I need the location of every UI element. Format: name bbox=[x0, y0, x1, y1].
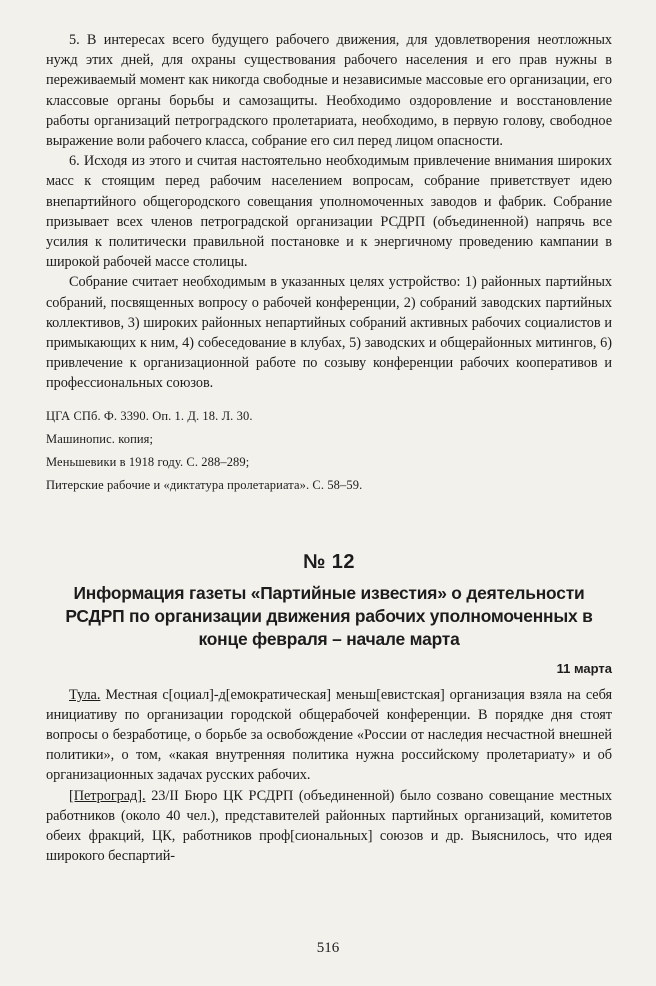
page-content bbox=[46, 30, 612, 866]
entry-petrograd-text: 23/II Бюро ЦК РСДРП (объединенной) было созвано совещание местных работников (около 40 чел.), представителей районных партийных организаций, комитетов обеих фракций, ЦК, работников проф[сиональных] союзов и др. Выяснилось, что идея широкого беспартий- bbox=[46, 787, 612, 865]
document-number: № 12 bbox=[302, 550, 356, 573]
entry-tula bbox=[46, 685, 612, 786]
paragraph-assembly-measures: Собрание считает необходимым в указанных целях устройство: 1) районных партийных собраний, посвященных вопросу о рабочей конференции, 2) собраний заводских партийных коллективов, 3) широких районных непартийных собраний активных рабочих социалистов и примыкающих к ним, 4) собеседование в клубах, 5) заводских и общерайонных митингов, 6) привлечение к организационной работе по созыву конференции рабочих кооперативов и профессиональных союзов. bbox=[46, 274, 612, 392]
place-label-petrograd: [Петроград]. bbox=[69, 787, 146, 804]
document-date: 11 марта bbox=[556, 660, 612, 676]
publication-reference: Меньшевики в 1918 году. С. 288–289; bbox=[46, 454, 250, 469]
copy-type: Машинопис. копия; bbox=[46, 431, 154, 446]
paragraph-5: 5. В интересах всего будущего рабочего движения, для удовлетворения неотложных нужд этих дней, для охраны существования рабочего населения и его прав нужны в переживаемый момент как никогда свободные и независимые массовые его организации, его классовые органы борьбы и самозащиты. Необходимо оздоровление и восстановление работы организаций петроградского пролетариата, необходимо, в первую голову, свободное выражение воли рабочего класса, собрание его сил перед лицом опасности. bbox=[46, 32, 612, 150]
entry-petrograd bbox=[46, 786, 612, 867]
publication-reference: Питерские рабочие и «диктатура пролетариата». С. 58–59. bbox=[46, 477, 363, 492]
paragraph-6: 6. Исходя из этого и считая настоятельно необходимым привлечение внимания широких масс к стоящим перед рабочим населением вопросам, собрание приветствует идею внепартийного общегородского совещания уполномоченных заводов и фабрик. Собрание призывает всех членов петроградской организации РСДРП (объединенной) напрячь все усилия к политически правильной постановке и к энергичному проведению кампании в широкой рабочей массе столицы. bbox=[46, 153, 612, 271]
page-number: 516 bbox=[316, 940, 340, 956]
entry-tula-text: Местная с[оциал]-д[емократическая] меньш[евистская] организация взяла на себя инициативу по организации городской общерабочей конференции. В порядке дня стоят вопросы о безработице, о борьбе за освобождение «России от наследия несчастной внешней политики», о том, «какая внутренняя политика нужна российскому пролетариату» и об организационных задачах русских рабочих. bbox=[46, 686, 612, 784]
archive-source: ЦГА СПб. Ф. 3390. Оп. 1. Д. 18. Л. 30. bbox=[46, 408, 253, 423]
place-label-tula: Тула. bbox=[69, 686, 101, 703]
document-title: Информация газеты «Партийные известия» о деятельности РСДРП по организации движения рабочих уполномоченных в конце февраля – начале марта bbox=[65, 582, 593, 649]
